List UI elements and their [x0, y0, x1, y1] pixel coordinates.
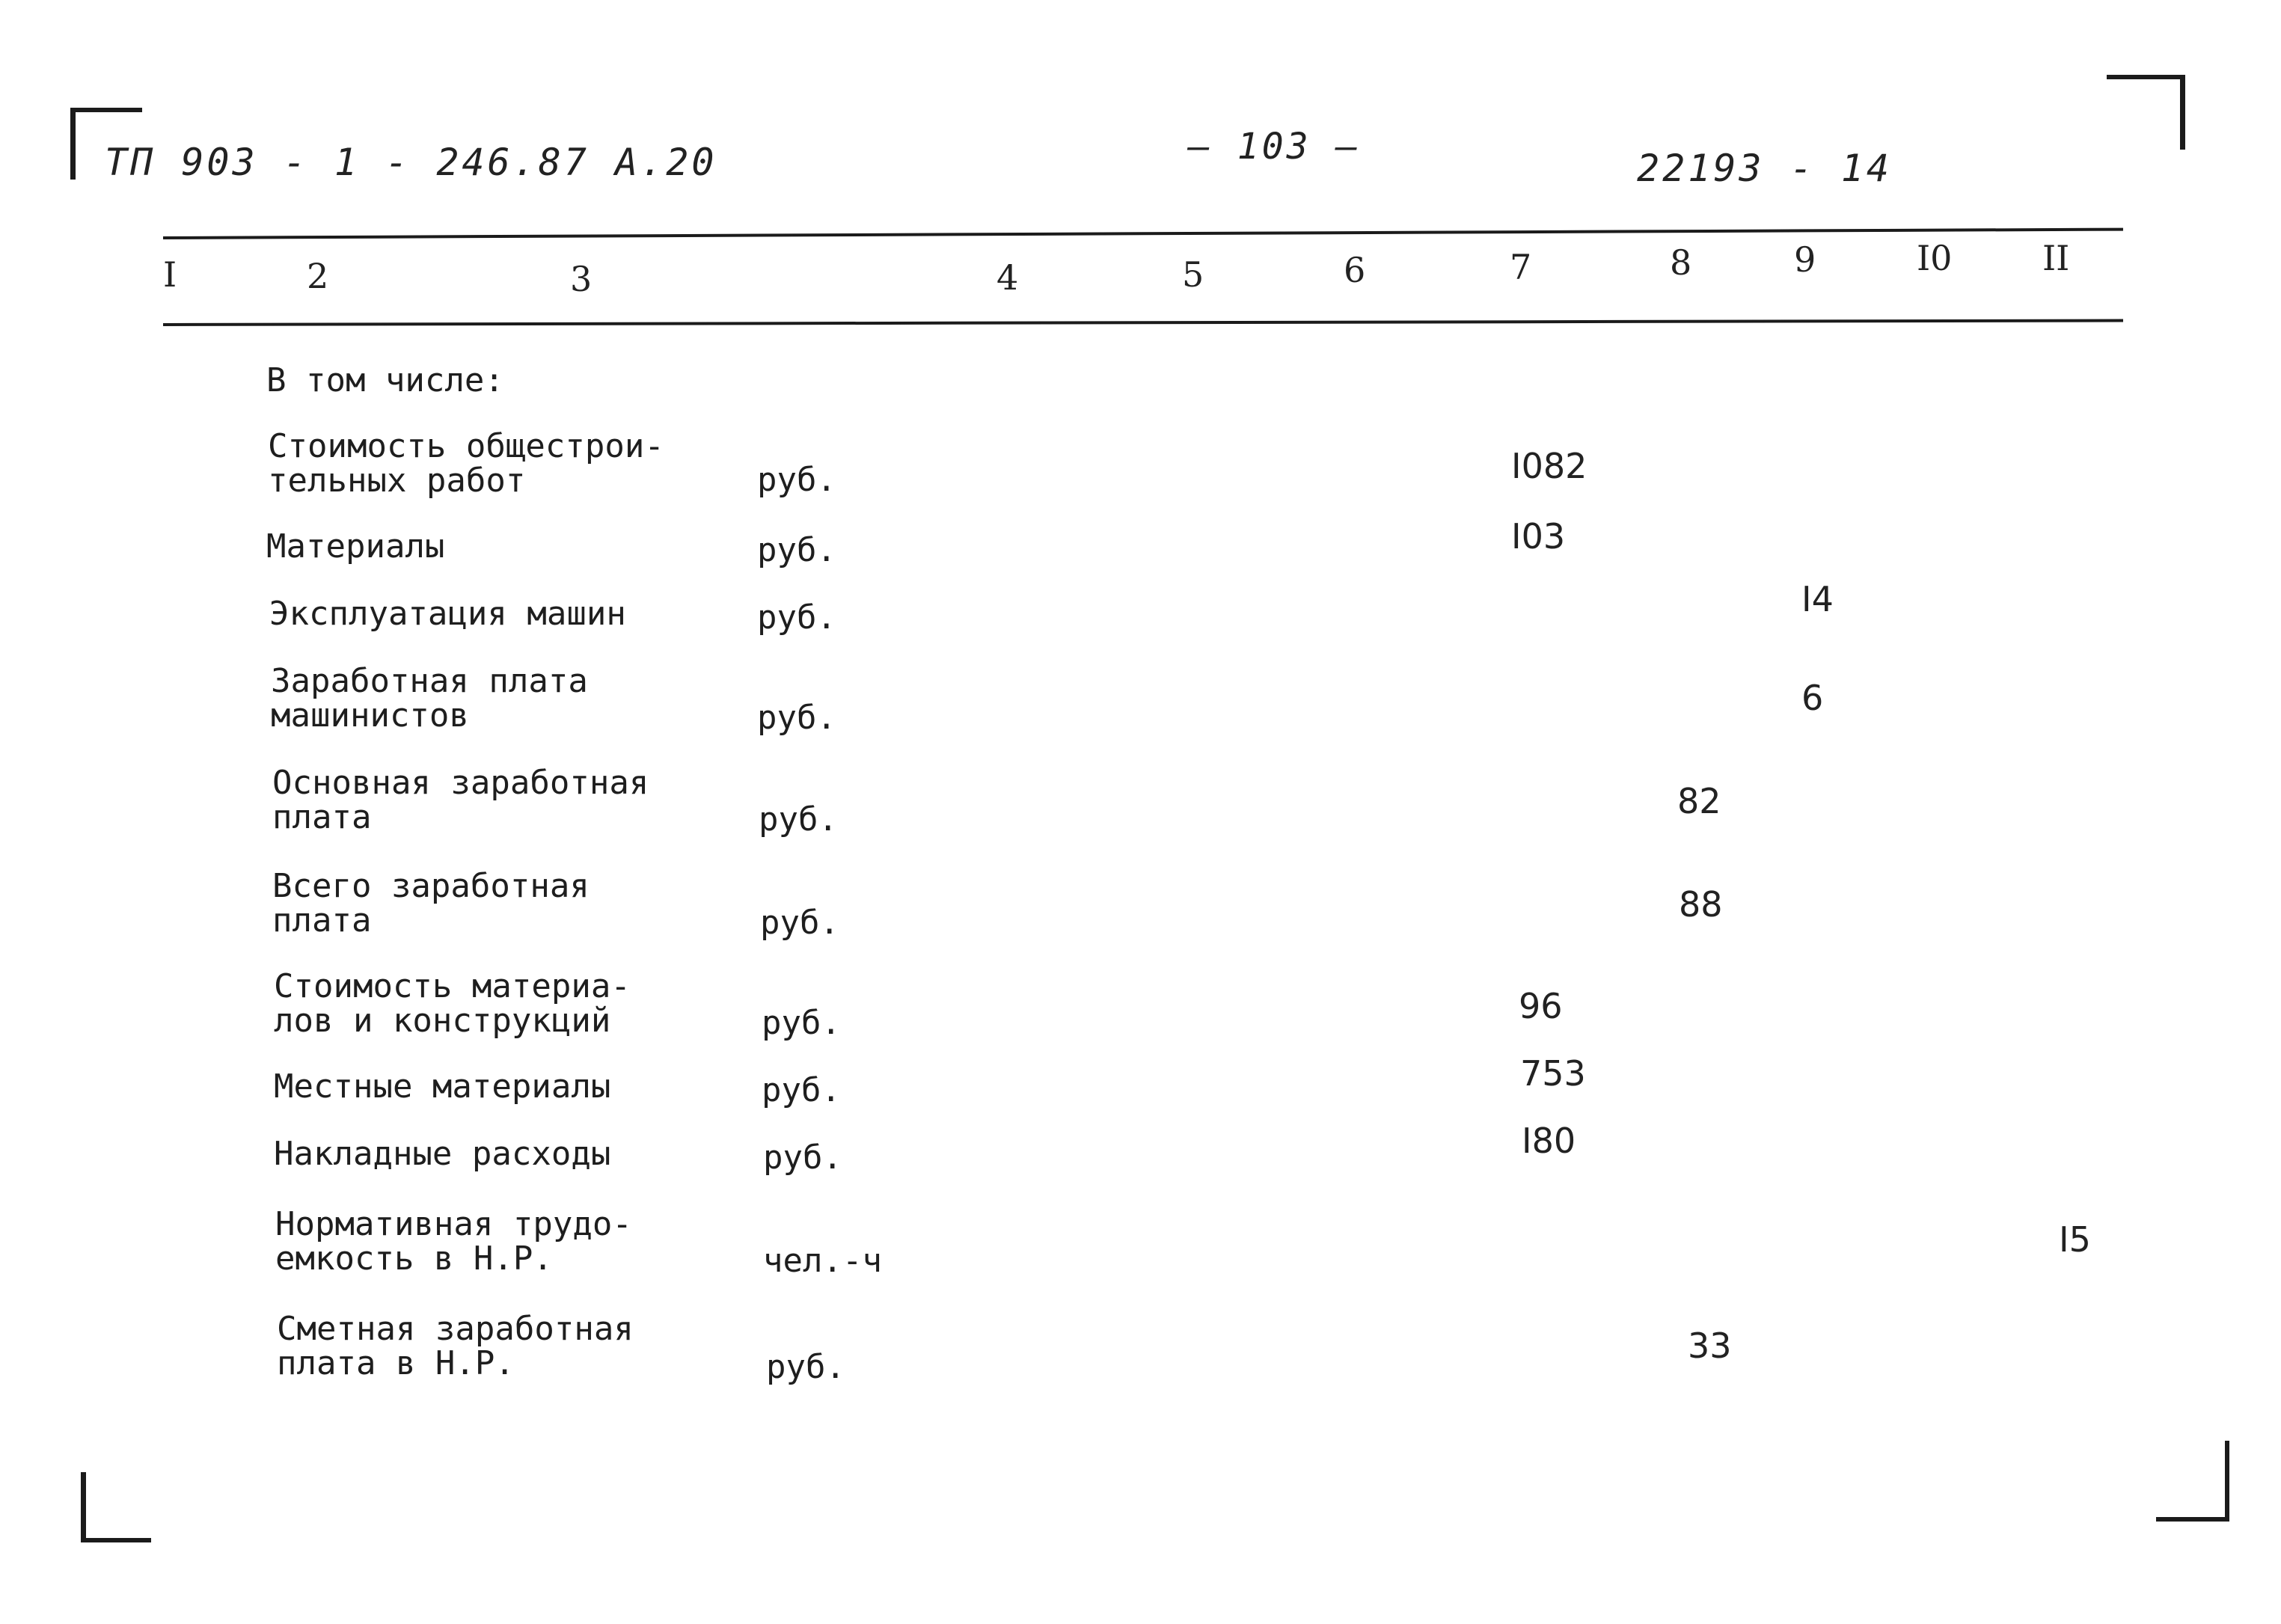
row-label-line: Всего заработная: [272, 867, 590, 905]
corner-mark-bottom-left-horizontal: [81, 1538, 151, 1542]
row-value: I4: [1801, 579, 1834, 619]
row-value: I082: [1511, 446, 1587, 486]
row-label-line: лов и конструкций: [274, 1002, 611, 1040]
row-label-line: тельных работ: [268, 462, 526, 500]
row-unit: руб.: [757, 699, 836, 737]
row-unit: руб.: [760, 904, 839, 942]
row-value: 96: [1519, 986, 1563, 1026]
row-label-line: Стоимость материа-: [274, 967, 631, 1005]
row-label-local-materials: [274, 1067, 611, 1106]
row-unit: руб.: [759, 800, 838, 839]
corner-mark-top-left-horizontal: [70, 108, 142, 112]
column-number-3: 3: [570, 259, 593, 299]
corner-mark-bottom-right-horizontal: [2156, 1517, 2229, 1522]
row-unit: руб.: [766, 1348, 845, 1386]
row-label-machine-operation: [269, 597, 626, 631]
table-header-top-rule: [163, 228, 2123, 239]
row-label-operator-wages: [271, 664, 588, 733]
row-unit: руб.: [762, 1071, 841, 1109]
row-label-line: Заработная плата: [271, 662, 588, 700]
row-label-basic-wages: [272, 766, 649, 835]
row-label-line: Стоимость общестрои-: [268, 427, 664, 465]
row-value: 6: [1801, 678, 1824, 718]
column-number-5: 5: [1182, 254, 1204, 295]
column-number-4: 4: [996, 257, 1019, 298]
row-unit: руб.: [763, 1139, 842, 1177]
table-header-bottom-rule: [163, 319, 2123, 326]
column-number-2: 2: [307, 256, 329, 296]
corner-mark-top-right-horizontal: [2107, 75, 2184, 79]
row-value: I80: [1522, 1121, 1576, 1161]
row-value: 753: [1520, 1053, 1586, 1094]
section-title: В том числе:: [266, 361, 504, 399]
column-number-6: 6: [1344, 250, 1366, 290]
row-label-line: плата: [272, 901, 372, 940]
row-label-line: Накладные расходы: [274, 1135, 611, 1173]
row-label-total-wages: [272, 869, 590, 938]
column-number-7: 7: [1510, 247, 1532, 287]
row-value: I03: [1511, 516, 1566, 557]
row-label-materials: [266, 527, 445, 566]
corner-mark-bottom-left-vertical: [81, 1472, 86, 1542]
page-number: — 103 —: [1188, 126, 1361, 168]
row-unit: чел.-ч: [763, 1242, 882, 1280]
corner-mark-top-right-vertical: [2180, 75, 2185, 150]
row-value: 88: [1679, 884, 1723, 925]
row-label-estimated-wages-overhead: [277, 1312, 634, 1381]
row-label-line: Нормативная трудо-: [275, 1205, 632, 1243]
corner-mark-top-left-vertical: [70, 111, 76, 180]
column-number-1: I: [163, 254, 177, 295]
row-label-line: Сметная заработная: [277, 1310, 634, 1348]
row-label-line: машинистов: [271, 696, 469, 735]
row-unit: руб.: [757, 531, 836, 569]
row-unit: руб.: [757, 461, 836, 499]
row-label-line: плата: [272, 798, 372, 836]
row-label-materials-and-structures-cost: [274, 969, 631, 1038]
row-label-normative-labor-intensity: [275, 1207, 632, 1276]
corner-mark-bottom-right-vertical: [2225, 1441, 2229, 1522]
row-unit: руб.: [762, 1004, 841, 1042]
row-label-overhead-costs: [274, 1137, 610, 1171]
row-label-line: Основная заработная: [272, 764, 649, 802]
row-label-line: Материалы: [266, 527, 445, 566]
column-number-10: I0: [1917, 238, 1953, 278]
column-number-11: II: [2042, 238, 2070, 278]
row-unit: руб.: [757, 598, 836, 637]
row-value: 82: [1677, 781, 1721, 821]
row-label-line: Местные материалы: [274, 1067, 611, 1106]
sheet-code: 22193 - 14: [1637, 147, 1893, 190]
row-label-line: плата в Н.Р.: [277, 1344, 515, 1382]
column-number-8: 8: [1670, 242, 1692, 283]
row-value: I5: [2059, 1219, 2091, 1260]
row-label-line: Эксплуатация машин: [269, 595, 626, 633]
document-code: ТП 903 - 1 - 246.87 А.20: [105, 141, 717, 184]
row-label-general-construction-cost: [268, 429, 664, 498]
row-value: 33: [1688, 1326, 1732, 1366]
row-label-line: емкость в Н.Р.: [275, 1240, 553, 1278]
column-number-9: 9: [1794, 239, 1816, 280]
